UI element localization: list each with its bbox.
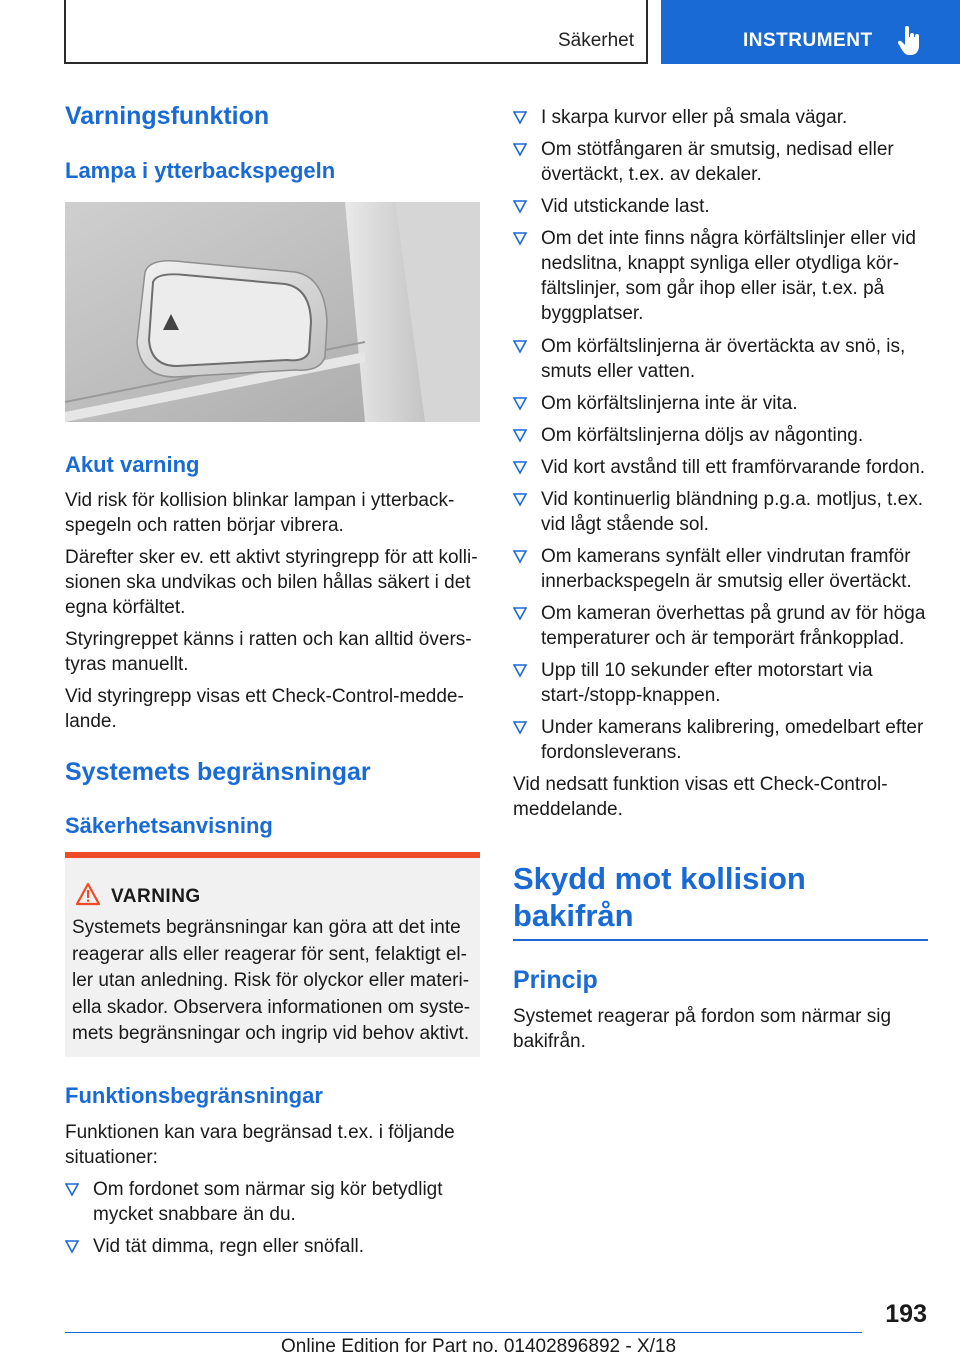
list-item <box>513 105 928 130</box>
triangle-bullet-icon <box>513 548 527 564</box>
paragraph-akut-4: Vid styringrepp visas ett Check-Control-meddelande. <box>65 686 464 732</box>
header-section-title: Säkerhet <box>557 30 634 51</box>
list-item <box>513 334 928 384</box>
triangle-bullet-icon <box>513 662 527 678</box>
list-item <box>513 137 928 187</box>
triangle-bullet-icon <box>513 719 527 735</box>
list-item <box>65 1177 480 1227</box>
paragraph-akut-1: Vid risk för kollision blinkar lampan i ytterbackspegeln och ratten börjar vibrera. <box>65 490 455 536</box>
triangle-bullet-icon <box>513 459 527 475</box>
list-item <box>65 1234 480 1259</box>
paragraph-princip: Systemet reagerar på fordon som närmar sig bakifrån. <box>513 1006 892 1052</box>
list-item-text: Vid kontinuerlig bländning p.g.a. motljus, t.ex. vid lågt stående sol. <box>541 489 923 535</box>
list-item-text: Om kamerans synfält eller vindrutan framför innerbackspegeln är smutsig eller övertäckt. <box>541 546 912 592</box>
subheading-princip: Princip <box>513 966 598 994</box>
footer-edition: Online Edition for Part no. 01402896892 - X/18 <box>281 1336 677 1357</box>
warning-text: Systemets begränsningar kan göra att det inte reagerar alls eller reagerar för sent, felaktigt eller utan anledning. Risk för olyckor eller materiella skador. Observera informationen om systemets begränsningar och ingrip vid behov aktivt. <box>72 917 471 1044</box>
triangle-bullet-icon <box>513 141 527 157</box>
tab-instrument[interactable] <box>661 0 960 64</box>
list-item-text: Under kamerans kalibrering, omedelbart efter fordonsleverans. <box>541 717 924 763</box>
list-item <box>513 601 941 651</box>
list-item-text: Om körfältslinjerna är övertäckta av snö, is, smuts eller vatten. <box>541 336 906 382</box>
list-item-text: Om körfältslinjerna döljs av någonting. <box>541 425 864 446</box>
subheading-sakerhetsanvisning: Säkerhetsanvisning <box>65 813 273 838</box>
list-item <box>513 715 941 765</box>
paragraph-akut-3: Styringreppet känns i ratten och kan alltid överstyras manuellt. <box>65 629 472 675</box>
list-item-text: Om det inte finns några körfältslinjer eller vid nedslitna, knappt synliga eller otydliga körfältslinjer, som går ihop eller isär, t.ex. på byggplatser. <box>541 228 916 324</box>
header-section-box <box>64 0 648 64</box>
section-heading-varningsfunktion: Varningsfunktion <box>65 102 270 130</box>
list-item <box>513 455 941 480</box>
list-item-text: Vid utstickande last. <box>541 196 710 217</box>
list-item <box>513 487 928 537</box>
chapter-rule <box>513 939 928 941</box>
list-item-text: Om kameran överhettas på grund av för höga temperaturer och är temporärt frånkopplad. <box>541 603 926 649</box>
subheading-funktionsbegransningar: Funktionsbegränsningar <box>65 1083 323 1108</box>
list-item-text: Om körfältslinjerna inte är vita. <box>541 393 798 414</box>
list-item <box>513 658 928 708</box>
triangle-bullet-icon <box>65 1181 79 1197</box>
tab-instrument-label: INSTRUMENT <box>743 30 873 51</box>
warning-box <box>65 852 480 1057</box>
list-item-text: Om stötfångaren är smutsig, nedisad eller övertäckt, t.ex. av dekaler. <box>541 139 894 185</box>
list-item-text: Vid kort avstånd till ett framförvarande fordon. <box>541 457 926 478</box>
paragraph-func-intro: Funktionen kan vara begränsad t.ex. i följande situationer: <box>65 1122 455 1168</box>
list-item <box>513 391 928 416</box>
list-item-text: I skarpa kurvor eller på smala vägar. <box>541 107 848 128</box>
list-item-text: Vid tät dimma, regn eller snöfall. <box>93 1236 365 1257</box>
triangle-bullet-icon <box>513 230 527 246</box>
footer-rule <box>65 1332 862 1333</box>
list-item <box>513 423 928 448</box>
warning-triangle-icon <box>75 882 101 906</box>
hand-pointer-icon <box>896 26 922 56</box>
triangle-bullet-icon <box>513 491 527 507</box>
triangle-bullet-icon <box>513 605 527 621</box>
list-item-text: Upp till 10 sekunder efter motorstart via start-/stopp-knappen. <box>541 660 873 706</box>
triangle-bullet-icon <box>65 1238 79 1254</box>
list-item <box>513 194 928 219</box>
chapter-heading-line2: bakifrån <box>513 898 634 933</box>
chapter-heading-line1: Skydd mot kollision <box>513 861 806 896</box>
warning-title: VARNING <box>111 886 201 907</box>
page-number: 193 <box>885 1300 927 1328</box>
triangle-bullet-icon <box>513 109 527 125</box>
subheading-akut-varning: Akut varning <box>65 452 200 477</box>
subheading-lampa: Lampa i ytterbackspegeln <box>65 158 336 183</box>
chapter-heading <box>513 860 806 934</box>
paragraph-akut-2: Därefter sker ev. ett aktivt styringrepp för att kollisionen ska undvikas och bilen hållas säkert i det egna körfältet. <box>65 547 478 618</box>
section-heading-begransningar: Systemets begränsningar <box>65 758 371 786</box>
list-item <box>513 226 928 326</box>
mirror-illustration <box>65 202 480 422</box>
paragraph-outro: Vid nedsatt funktion visas ett Check-Control-meddelande. <box>513 774 888 820</box>
triangle-bullet-icon <box>513 427 527 443</box>
triangle-bullet-icon <box>513 198 527 214</box>
triangle-bullet-icon <box>513 395 527 411</box>
triangle-bullet-icon <box>513 338 527 354</box>
list-item-text: Om fordonet som närmar sig kör betydligt mycket snabbare än du. <box>93 1179 443 1225</box>
list-item <box>513 544 928 594</box>
